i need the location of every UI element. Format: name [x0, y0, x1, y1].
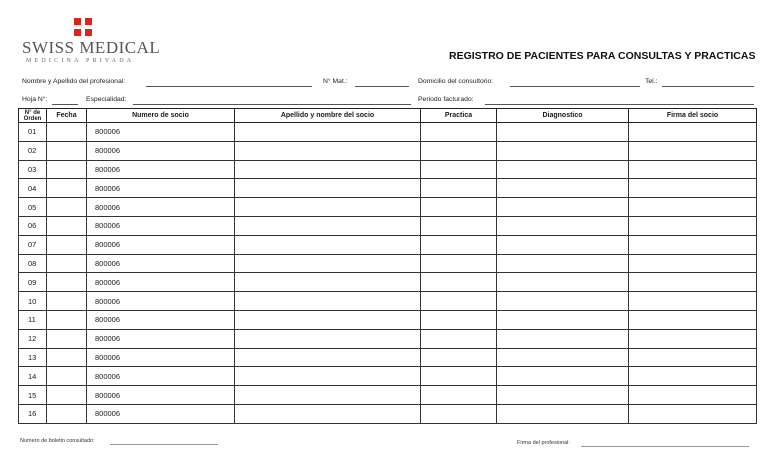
- diagnostico-cell[interactable]: [497, 198, 629, 217]
- firma-profesional-field[interactable]: [581, 446, 749, 447]
- table-row: [19, 179, 757, 198]
- header-firma-socio: Firma del socio: [629, 109, 757, 123]
- table-header-row: [19, 109, 757, 123]
- apellido-nombre-cell[interactable]: [235, 254, 421, 273]
- firma-socio-cell[interactable]: [629, 329, 757, 348]
- fecha-cell[interactable]: [47, 254, 87, 273]
- swiss-cross-logo-icon: [74, 18, 92, 36]
- table-row: [19, 273, 757, 292]
- table-row: [19, 386, 757, 405]
- diagnostico-cell[interactable]: [497, 216, 629, 235]
- practica-cell[interactable]: [421, 216, 497, 235]
- apellido-nombre-cell[interactable]: [235, 216, 421, 235]
- diagnostico-cell[interactable]: [497, 235, 629, 254]
- fecha-cell[interactable]: [47, 292, 87, 311]
- fecha-cell[interactable]: [47, 367, 87, 386]
- fecha-cell[interactable]: [47, 235, 87, 254]
- practica-cell[interactable]: [421, 348, 497, 367]
- practica-cell[interactable]: [421, 310, 497, 329]
- apellido-nombre-cell[interactable]: [235, 329, 421, 348]
- firma-socio-cell[interactable]: [629, 310, 757, 329]
- fecha-cell[interactable]: [47, 123, 87, 142]
- practica-cell[interactable]: [421, 179, 497, 198]
- practica-cell[interactable]: [421, 198, 497, 217]
- firma-profesional-label: Firma del profesional:: [517, 440, 570, 446]
- table-row: [19, 198, 757, 217]
- apellido-nombre-cell[interactable]: [235, 179, 421, 198]
- table-row: [19, 404, 757, 423]
- orden-cell: 07: [19, 235, 47, 254]
- firma-socio-cell[interactable]: [629, 141, 757, 160]
- header-orden: N° de Orden: [19, 109, 47, 123]
- matricula-field[interactable]: [355, 86, 409, 87]
- orden-cell: 14: [19, 367, 47, 386]
- numero-socio-cell: 800006: [87, 160, 235, 179]
- practica-cell[interactable]: [421, 235, 497, 254]
- practica-cell[interactable]: [421, 160, 497, 179]
- apellido-nombre-cell[interactable]: [235, 198, 421, 217]
- apellido-nombre-cell[interactable]: [235, 235, 421, 254]
- diagnostico-cell[interactable]: [497, 310, 629, 329]
- table-row: [19, 292, 757, 311]
- table-row: [19, 310, 757, 329]
- practica-cell[interactable]: [421, 123, 497, 142]
- practica-cell[interactable]: [421, 254, 497, 273]
- diagnostico-cell[interactable]: [497, 348, 629, 367]
- firma-socio-cell[interactable]: [629, 292, 757, 311]
- fecha-cell[interactable]: [47, 329, 87, 348]
- logo-name: SWISS MEDICAL: [22, 38, 161, 57]
- firma-socio-cell[interactable]: [629, 348, 757, 367]
- numero-socio-cell: 800006: [87, 254, 235, 273]
- firma-socio-cell[interactable]: [629, 254, 757, 273]
- apellido-nombre-cell[interactable]: [235, 160, 421, 179]
- fecha-cell[interactable]: [47, 310, 87, 329]
- matricula-label: N° Mat.:: [323, 78, 348, 85]
- numero-socio-cell: 800006: [87, 386, 235, 405]
- fecha-cell[interactable]: [47, 216, 87, 235]
- numero-socio-cell: 800006: [87, 273, 235, 292]
- diagnostico-cell[interactable]: [497, 273, 629, 292]
- especialidad-field[interactable]: [133, 104, 411, 105]
- practica-cell[interactable]: [421, 292, 497, 311]
- numero-socio-cell: 800006: [87, 235, 235, 254]
- diagnostico-cell[interactable]: [497, 292, 629, 311]
- apellido-nombre-cell[interactable]: [235, 123, 421, 142]
- numero-socio-cell: 800006: [87, 292, 235, 311]
- header-numero-socio: Numero de socio: [87, 109, 235, 123]
- header-diagnostico: Diagnostico: [497, 109, 629, 123]
- table-row: [19, 123, 757, 142]
- header-fecha: Fecha: [47, 109, 87, 123]
- telefono-label: Tel.:: [645, 78, 658, 85]
- orden-cell: 09: [19, 273, 47, 292]
- numero-socio-cell: 800006: [87, 310, 235, 329]
- table-row: [19, 235, 757, 254]
- domicilio-field[interactable]: [510, 86, 640, 87]
- fecha-cell[interactable]: [47, 198, 87, 217]
- apellido-nombre-cell[interactable]: [235, 273, 421, 292]
- hoja-field[interactable]: [52, 104, 78, 105]
- table-row: [19, 367, 757, 386]
- diagnostico-cell[interactable]: [497, 123, 629, 142]
- firma-socio-cell[interactable]: [629, 123, 757, 142]
- orden-cell: 16: [19, 404, 47, 423]
- diagnostico-cell[interactable]: [497, 160, 629, 179]
- firma-socio-cell[interactable]: [629, 216, 757, 235]
- practica-cell[interactable]: [421, 367, 497, 386]
- orden-cell: 13: [19, 348, 47, 367]
- especialidad-label: Especialidad:: [86, 96, 127, 103]
- telefono-field[interactable]: [662, 86, 754, 87]
- orden-cell: 08: [19, 254, 47, 273]
- numero-socio-cell: 800006: [87, 348, 235, 367]
- orden-cell: 02: [19, 141, 47, 160]
- firma-socio-cell[interactable]: [629, 404, 757, 423]
- fecha-cell[interactable]: [47, 141, 87, 160]
- practica-cell[interactable]: [421, 141, 497, 160]
- boletin-field[interactable]: [110, 444, 218, 445]
- apellido-nombre-cell[interactable]: [235, 141, 421, 160]
- diagnostico-cell[interactable]: [497, 367, 629, 386]
- apellido-nombre-cell[interactable]: [235, 386, 421, 405]
- apellido-nombre-cell[interactable]: [235, 367, 421, 386]
- practica-cell[interactable]: [421, 329, 497, 348]
- practica-cell[interactable]: [421, 273, 497, 292]
- patients-table: [18, 108, 757, 424]
- orden-cell: 12: [19, 329, 47, 348]
- diagnostico-cell[interactable]: [497, 254, 629, 273]
- diagnostico-cell[interactable]: [497, 404, 629, 423]
- professional-name-field[interactable]: [146, 86, 312, 87]
- fecha-cell[interactable]: [47, 348, 87, 367]
- numero-socio-cell: 800006: [87, 141, 235, 160]
- numero-socio-cell: 800006: [87, 367, 235, 386]
- apellido-nombre-cell[interactable]: [235, 310, 421, 329]
- periodo-field[interactable]: [485, 104, 754, 105]
- numero-socio-cell: 800006: [87, 216, 235, 235]
- diagnostico-cell[interactable]: [497, 141, 629, 160]
- table-row: [19, 348, 757, 367]
- logo-subtitle: MEDICINA PRIVADA: [26, 58, 135, 64]
- numero-socio-cell: 800006: [87, 179, 235, 198]
- fecha-cell[interactable]: [47, 386, 87, 405]
- table-row: [19, 160, 757, 179]
- orden-cell: 01: [19, 123, 47, 142]
- apellido-nombre-cell[interactable]: [235, 348, 421, 367]
- firma-socio-cell[interactable]: [629, 367, 757, 386]
- header-apellido-nombre: Apellido y nombre del socio: [235, 109, 421, 123]
- numero-socio-cell: 800006: [87, 123, 235, 142]
- practica-cell[interactable]: [421, 386, 497, 405]
- diagnostico-cell[interactable]: [497, 179, 629, 198]
- professional-name-label: Nombre y Apellido del profesional:: [22, 78, 126, 85]
- numero-socio-cell: 800006: [87, 329, 235, 348]
- form-title: REGISTRO DE PACIENTES PARA CONSULTAS Y PRACTICAS: [449, 50, 756, 62]
- orden-cell: 04: [19, 179, 47, 198]
- table-row: [19, 254, 757, 273]
- firma-socio-cell[interactable]: [629, 235, 757, 254]
- firma-socio-cell[interactable]: [629, 273, 757, 292]
- fecha-cell[interactable]: [47, 179, 87, 198]
- periodo-label: Periodo facturado:: [418, 96, 474, 103]
- apellido-nombre-cell[interactable]: [235, 404, 421, 423]
- diagnostico-cell[interactable]: [497, 329, 629, 348]
- header-practica: Practica: [421, 109, 497, 123]
- orden-cell: 06: [19, 216, 47, 235]
- firma-socio-cell[interactable]: [629, 198, 757, 217]
- diagnostico-cell[interactable]: [497, 386, 629, 405]
- orden-cell: 10: [19, 292, 47, 311]
- firma-socio-cell[interactable]: [629, 386, 757, 405]
- table-row: [19, 216, 757, 235]
- fecha-cell[interactable]: [47, 273, 87, 292]
- apellido-nombre-cell[interactable]: [235, 292, 421, 311]
- orden-cell: 05: [19, 198, 47, 217]
- orden-cell: 03: [19, 160, 47, 179]
- orden-cell: 15: [19, 386, 47, 405]
- domicilio-label: Domicilio del consultorio:: [418, 78, 494, 85]
- fecha-cell[interactable]: [47, 404, 87, 423]
- firma-socio-cell[interactable]: [629, 160, 757, 179]
- numero-socio-cell: 800006: [87, 198, 235, 217]
- numero-socio-cell: 800006: [87, 404, 235, 423]
- table-row: [19, 329, 757, 348]
- firma-socio-cell[interactable]: [629, 179, 757, 198]
- table-row: [19, 141, 757, 160]
- orden-cell: 11: [19, 310, 47, 329]
- boletin-label: Numero de boletin consultado:: [20, 438, 95, 444]
- practica-cell[interactable]: [421, 404, 497, 423]
- hoja-label: Hoja N°:: [22, 96, 48, 103]
- fecha-cell[interactable]: [47, 160, 87, 179]
